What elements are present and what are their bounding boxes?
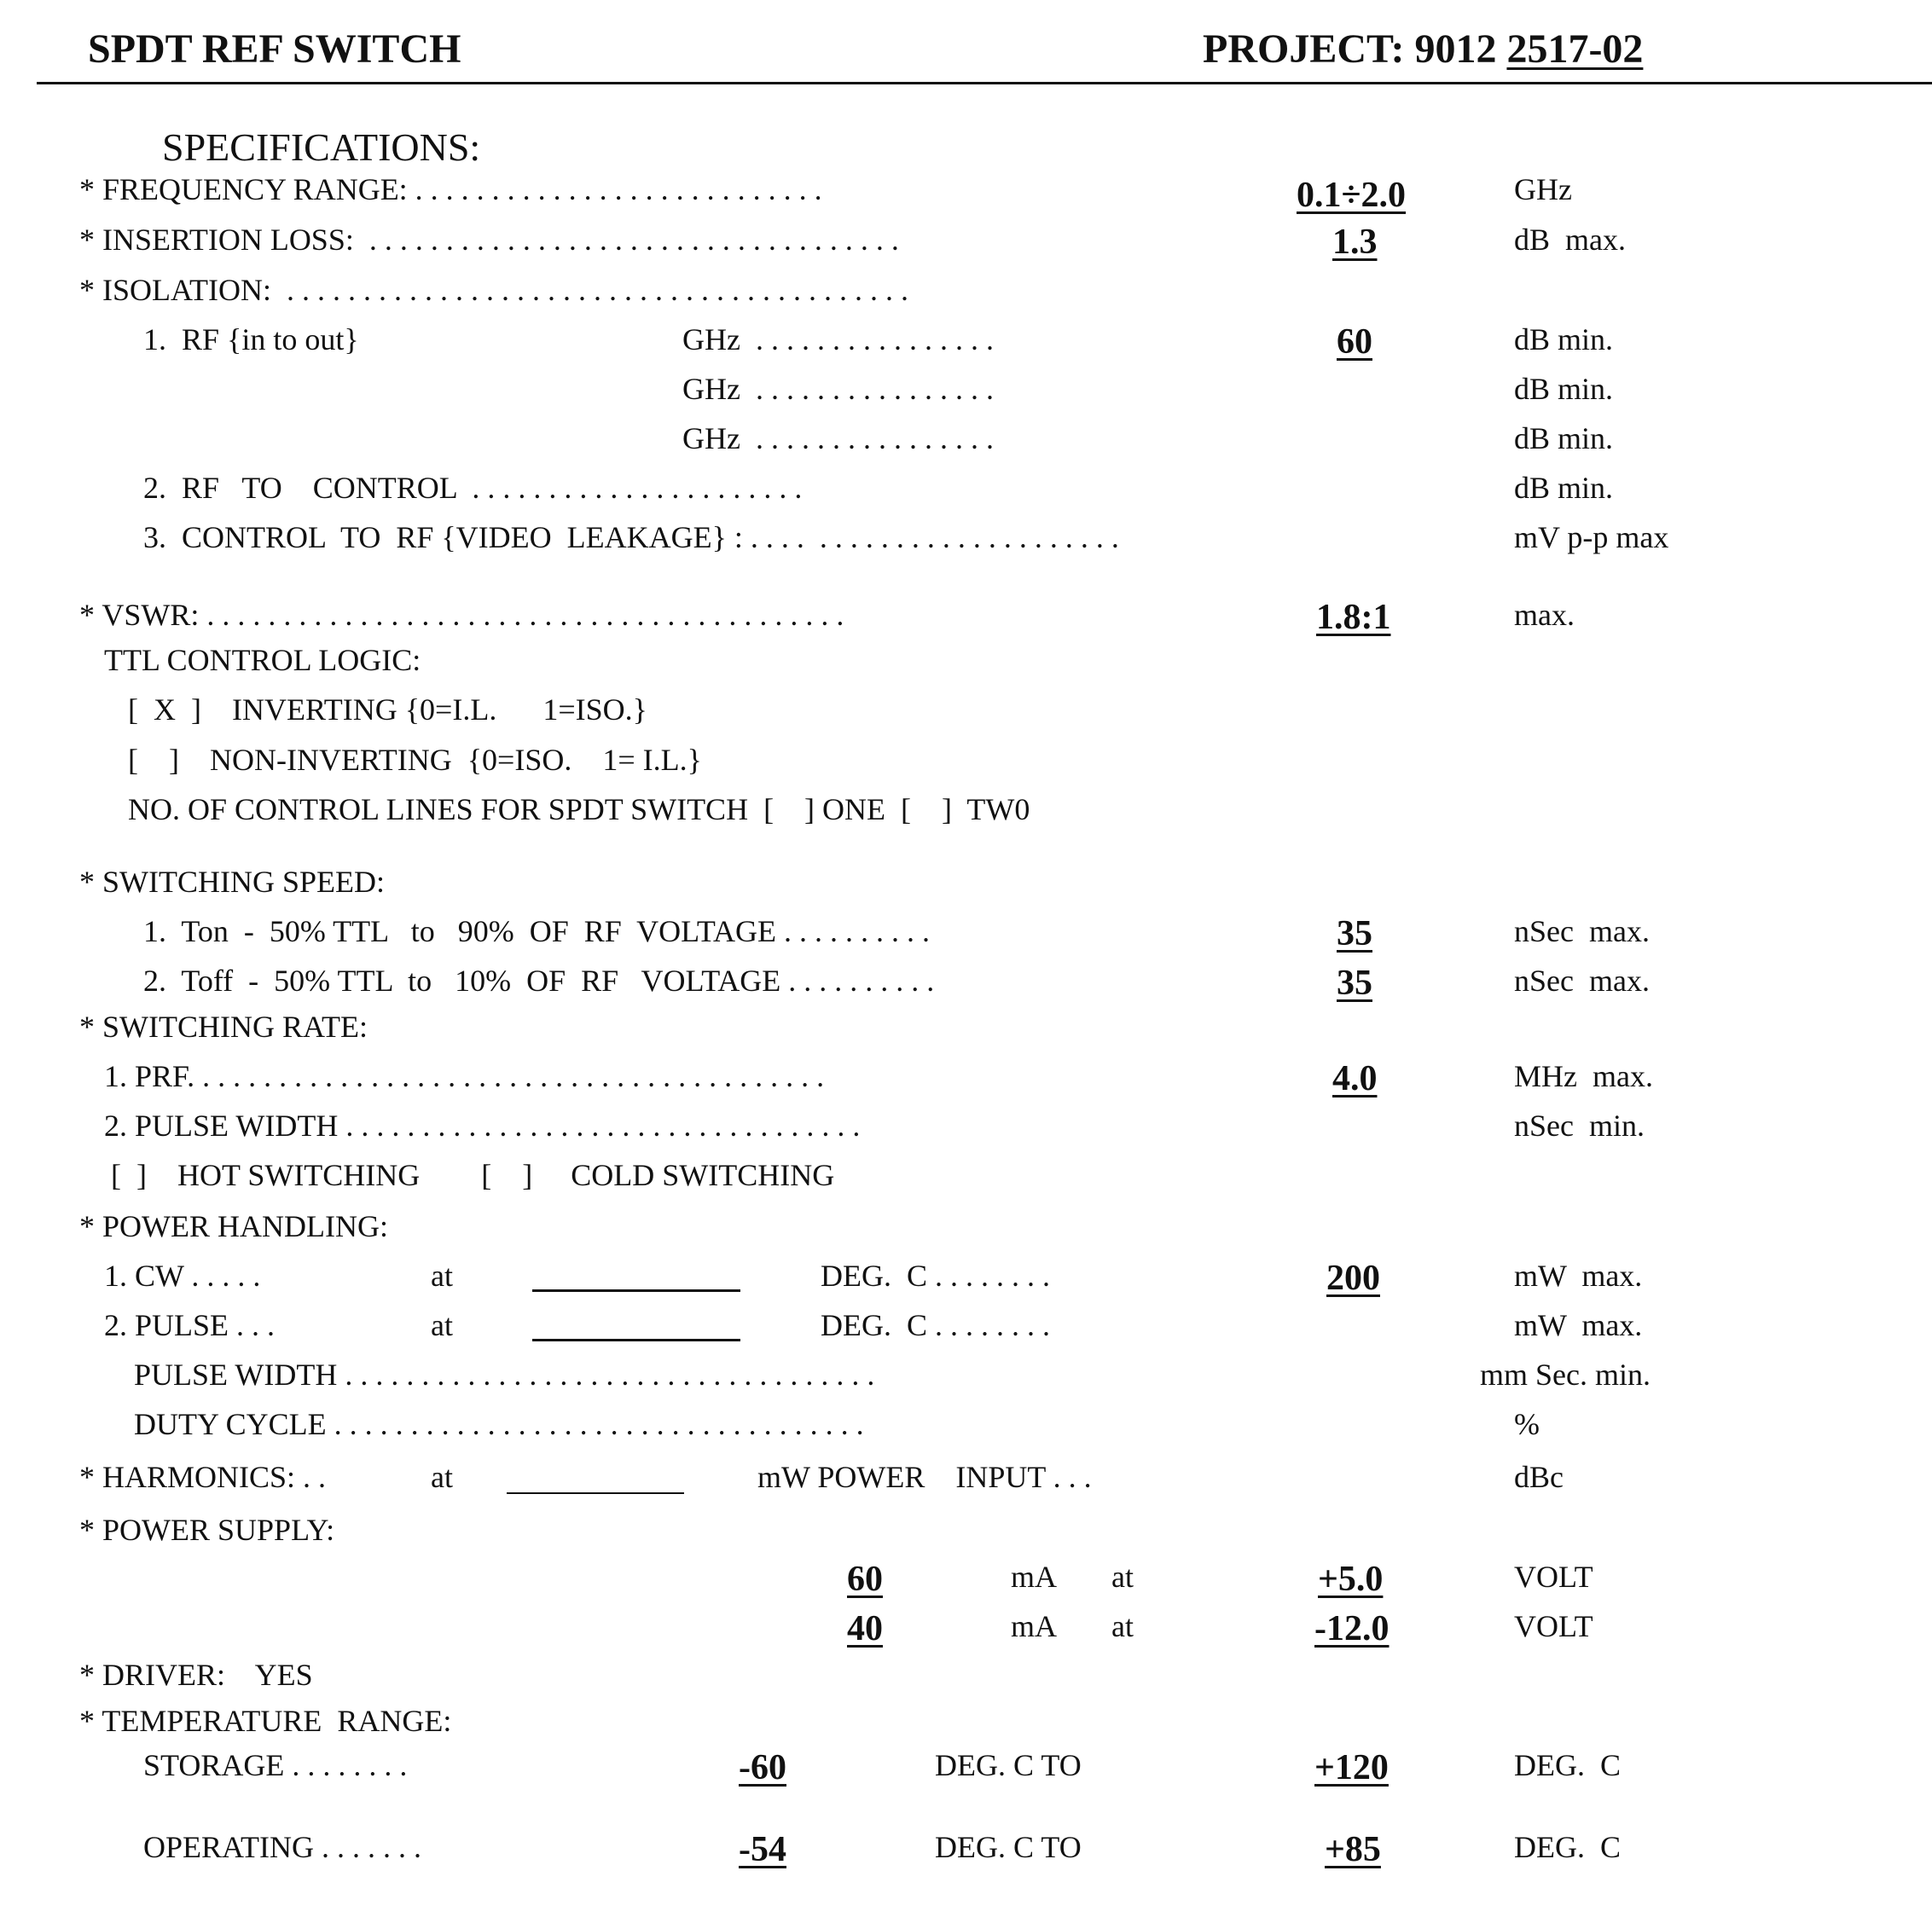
frequency-range-value: 0.1÷2.0: [1297, 176, 1407, 215]
cw-value: 200: [1326, 1259, 1380, 1298]
insertion-loss-label: * INSERTION LOSS: . . . . . . . . . . . . . . . . . . . . . . . . . . . . . . . . . . .: [79, 223, 899, 257]
toff-value: 35: [1337, 964, 1372, 1003]
section-title: SPECIFICATIONS:: [162, 125, 481, 169]
storage-unit: DEG. C: [1514, 1748, 1621, 1782]
operating-max: +85: [1325, 1830, 1381, 1869]
operating-min: -54: [739, 1830, 786, 1869]
operating-label: OPERATING . . . . . . .: [143, 1830, 422, 1864]
insertion-loss-value: 1.3: [1332, 223, 1378, 262]
pulse-temperature-blank: [532, 1339, 740, 1341]
supply-ma-2: mA: [1011, 1609, 1057, 1643]
isolation-value-1: 60: [1337, 322, 1372, 362]
prf-label: 1. PRF. . . . . . . . . . . . . . . . . . . . . . . . . . . . . . . . . . . . . . . . . .: [104, 1059, 825, 1093]
pulse-at: at: [431, 1308, 453, 1342]
ttl-inverting-option: [ X ] INVERTING {0=I.L. 1=ISO.}: [128, 692, 647, 727]
supply-unit-1: VOLT: [1514, 1560, 1593, 1594]
insertion-loss-unit: dB max.: [1514, 223, 1626, 257]
cw-label: 1. CW . . . . .: [104, 1259, 261, 1293]
toff-unit: nSec max.: [1514, 964, 1650, 998]
isolation-label: * ISOLATION: . . . . . . . . . . . . . . . . . . . . . . . . . . . . . . . . . . . . . . . . .: [79, 273, 908, 307]
supply-at-2: at: [1111, 1609, 1134, 1643]
isolation-ghz-3: GHz . . . . . . . . . . . . . . . .: [682, 421, 994, 455]
cw-temperature-blank: [532, 1289, 740, 1292]
hot-cold-switching: [ ] HOT SWITCHING [ ] COLD SWITCHING: [111, 1158, 835, 1192]
cw-unit: mW max.: [1514, 1259, 1643, 1293]
supply-ma-1: mA: [1011, 1560, 1057, 1594]
vswr-value: 1.8:1: [1316, 598, 1391, 637]
supply-at-1: at: [1111, 1560, 1134, 1594]
ton-value: 35: [1337, 914, 1372, 953]
storage-max: +120: [1314, 1748, 1389, 1787]
supply-voltage-1: +5.0: [1318, 1560, 1384, 1599]
power-pulse-width-label: PULSE WIDTH . . . . . . . . . . . . . . . . . . . . . . . . . . . . . . . . . . .: [134, 1358, 875, 1392]
supply-unit-2: VOLT: [1514, 1609, 1593, 1643]
cw-at: at: [431, 1259, 453, 1293]
supply-current-1: 60: [847, 1560, 883, 1599]
isolation-ghz-2: GHz . . . . . . . . . . . . . . . .: [682, 372, 994, 406]
supply-current-2: 40: [847, 1609, 883, 1648]
power-supply-label: * POWER SUPPLY:: [79, 1513, 335, 1547]
power-handling-label: * POWER HANDLING:: [79, 1209, 388, 1243]
pulse-label: 2. PULSE . . .: [104, 1308, 276, 1342]
harmonics-unit: dBc: [1514, 1460, 1564, 1494]
pulse-width-unit: nSec min.: [1514, 1109, 1645, 1143]
storage-to: DEG. C TO: [935, 1748, 1082, 1782]
power-pulse-width-unit: mm Sec. min.: [1480, 1358, 1651, 1392]
ton-unit: nSec max.: [1514, 914, 1650, 948]
project-number: [1203, 26, 1644, 72]
document-title: SPDT REF SWITCH: [88, 26, 461, 72]
prf-unit: MHz max.: [1514, 1059, 1653, 1093]
isolation-rf-in-out: 1. RF {in to out}: [143, 322, 359, 356]
harmonics-power-input: mW POWER INPUT . . .: [757, 1460, 1092, 1494]
switching-rate-label: * SWITCHING RATE:: [79, 1010, 368, 1044]
switching-speed-label: * SWITCHING SPEED:: [79, 865, 385, 899]
harmonics-at: at: [431, 1460, 453, 1494]
driver-label: * DRIVER: YES: [79, 1658, 313, 1692]
vswr-label: * VSWR: . . . . . . . . . . . . . . . . . . . . . . . . . . . . . . . . . . . . . . . . . .: [79, 598, 844, 632]
isolation-unit-5: mV p-p max: [1514, 520, 1669, 554]
toff-label: 2. Toff - 50% TTL to 10% OF RF VOLTAGE . . . . . . . . . .: [143, 964, 935, 998]
prf-value: 4.0: [1332, 1059, 1378, 1098]
frequency-range-label: * FREQUENCY RANGE: . . . . . . . . . . . . . . . . . . . . . . . . . . .: [79, 172, 822, 206]
ton-label: 1. Ton - 50% TTL to 90% OF RF VOLTAGE . . . . . . . . . .: [143, 914, 930, 948]
operating-to: DEG. C TO: [935, 1830, 1082, 1864]
vswr-unit: max.: [1514, 598, 1575, 632]
header-rule: [37, 82, 1932, 84]
harmonics-label: * HARMONICS: . .: [79, 1460, 327, 1494]
pulse-width-label: 2. PULSE WIDTH . . . . . . . . . . . . . . . . . . . . . . . . . . . . . . . . . .: [104, 1109, 861, 1143]
duty-cycle-unit: %: [1514, 1407, 1540, 1441]
temperature-range-label: * TEMPERATURE RANGE:: [79, 1704, 452, 1738]
project-prefix: PROJECT: 9012: [1203, 26, 1507, 72]
isolation-unit-3: dB min.: [1514, 421, 1614, 455]
ttl-noninverting-option: [ ] NON-INVERTING {0=ISO. 1= I.L.}: [128, 743, 702, 777]
harmonics-power-blank: [507, 1492, 684, 1494]
duty-cycle-label: DUTY CYCLE . . . . . . . . . . . . . . . . . . . . . . . . . . . . . . . . . . .: [134, 1407, 864, 1441]
isolation-unit-2: dB min.: [1514, 372, 1614, 406]
operating-unit: DEG. C: [1514, 1830, 1621, 1864]
storage-min: -60: [739, 1748, 786, 1787]
isolation-ghz-1: GHz . . . . . . . . . . . . . . . .: [682, 322, 994, 356]
isolation-rf-to-control: 2. RF TO CONTROL . . . . . . . . . . . . . . . . . . . . . .: [143, 471, 803, 505]
isolation-unit-4: dB min.: [1514, 471, 1614, 505]
ttl-control-lines: NO. OF CONTROL LINES FOR SPDT SWITCH [ ] ONE [ ] TW0: [128, 792, 1030, 826]
pulse-unit: mW max.: [1514, 1308, 1643, 1342]
storage-label: STORAGE . . . . . . . .: [143, 1748, 408, 1782]
isolation-video-leakage: 3. CONTROL TO RF {VIDEO LEAKAGE} : . . . . . . . . . . . . . . . . . . . . . . . .: [143, 520, 1119, 554]
cw-deg: DEG. C . . . . . . . .: [821, 1259, 1050, 1293]
pulse-deg: DEG. C . . . . . . . .: [821, 1308, 1050, 1342]
ttl-logic-label: TTL CONTROL LOGIC:: [104, 643, 421, 677]
frequency-range-unit: GHz: [1514, 172, 1572, 206]
supply-voltage-2: -12.0: [1314, 1609, 1390, 1648]
isolation-unit-1: dB min.: [1514, 322, 1614, 356]
project-id: 2517-02: [1506, 26, 1644, 72]
